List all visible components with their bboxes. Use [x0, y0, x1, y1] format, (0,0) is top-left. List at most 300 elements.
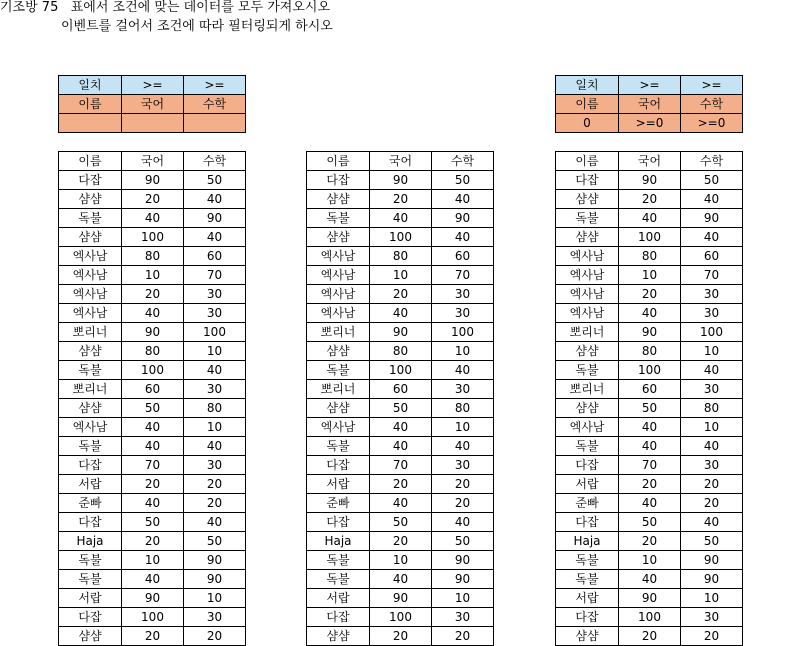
table-cell[interactable]: 100 [370, 228, 432, 247]
table-cell[interactable]: 70 [370, 456, 432, 475]
table-cell[interactable]: 10 [432, 342, 494, 361]
table-cell[interactable]: 40 [184, 513, 246, 532]
table-row [556, 532, 743, 551]
table-row [556, 456, 743, 475]
table-cell[interactable]: 40 [681, 437, 743, 456]
table-cell[interactable]: 뽀리너 [307, 380, 370, 399]
sheet-instruction: 이벤트를 걸어서 조건에 따라 필터링되게 하시오 [61, 19, 333, 34]
table-cell[interactable]: 40 [184, 190, 246, 209]
table-row [307, 323, 494, 342]
table-cell[interactable]: 샴샴 [307, 228, 370, 247]
table-row [59, 627, 246, 646]
table-cell[interactable]: 30 [432, 380, 494, 399]
table-cell[interactable]: 40 [619, 570, 681, 589]
criteria-input-cell[interactable] [122, 114, 184, 133]
table-cell[interactable]: 90 [432, 570, 494, 589]
table-cell[interactable]: 다잡 [59, 456, 122, 475]
table-cell[interactable]: 10 [432, 589, 494, 608]
table-row [59, 532, 246, 551]
table-row [307, 171, 494, 190]
table-cell[interactable]: 엑사남 [59, 247, 122, 266]
table-cell[interactable]: 40 [432, 228, 494, 247]
table-cell[interactable]: 100 [681, 323, 743, 342]
column-header[interactable]: 국어 [370, 152, 432, 171]
table-cell[interactable]: 70 [619, 456, 681, 475]
table-cell[interactable]: 엑사남 [307, 266, 370, 285]
table-cell[interactable]: Haja [556, 532, 619, 551]
table-cell[interactable]: 40 [370, 437, 432, 456]
table-cell[interactable]: 샴샴 [307, 627, 370, 646]
table-cell[interactable]: 다잡 [307, 171, 370, 190]
table-cell[interactable]: 다잡 [556, 513, 619, 532]
table-cell[interactable]: 100 [122, 361, 184, 380]
table-cell[interactable]: 10 [619, 551, 681, 570]
table-cell[interactable]: 50 [619, 513, 681, 532]
table-cell[interactable]: 90 [122, 171, 184, 190]
table-cell[interactable]: 서랍 [307, 589, 370, 608]
table-row [307, 570, 494, 589]
table-cell[interactable]: 50 [681, 171, 743, 190]
column-header[interactable]: 국어 [619, 152, 681, 171]
table-cell[interactable]: 70 [184, 266, 246, 285]
table-cell[interactable]: 90 [370, 171, 432, 190]
table-cell[interactable]: 40 [619, 418, 681, 437]
criteria-cell[interactable]: 수학 [681, 95, 743, 114]
table-cell[interactable]: 독불 [307, 361, 370, 380]
table-cell[interactable]: 60 [122, 380, 184, 399]
table-row [307, 513, 494, 532]
table-cell[interactable]: 다잡 [59, 171, 122, 190]
table-cell[interactable]: 20 [122, 627, 184, 646]
table-cell[interactable]: 준빠 [59, 494, 122, 513]
table-cell[interactable]: 샴샴 [556, 190, 619, 209]
table-row [556, 627, 743, 646]
table-cell[interactable]: 10 [370, 551, 432, 570]
table-cell[interactable]: 10 [122, 266, 184, 285]
table-cell[interactable]: 30 [432, 285, 494, 304]
table-cell[interactable]: 80 [184, 399, 246, 418]
table-cell[interactable]: 60 [619, 380, 681, 399]
table-cell[interactable]: 30 [184, 456, 246, 475]
table-cell[interactable]: 80 [122, 342, 184, 361]
criteria-input-cell[interactable] [59, 114, 122, 133]
table-cell[interactable]: 20 [432, 627, 494, 646]
table-cell[interactable]: 10 [184, 342, 246, 361]
table-cell[interactable]: 30 [681, 380, 743, 399]
table-row [59, 570, 246, 589]
table-cell[interactable]: 독불 [59, 570, 122, 589]
table-cell[interactable]: 50 [432, 171, 494, 190]
table-cell[interactable]: 준빠 [556, 494, 619, 513]
table-cell[interactable]: 20 [619, 475, 681, 494]
column-header[interactable]: 국어 [122, 152, 184, 171]
table-cell[interactable]: 독불 [59, 209, 122, 228]
table-cell[interactable]: 독불 [59, 551, 122, 570]
table-cell[interactable]: 80 [370, 247, 432, 266]
table-row [307, 247, 494, 266]
table-cell[interactable]: 독불 [556, 570, 619, 589]
table-cell[interactable]: 40 [122, 494, 184, 513]
table-cell[interactable]: 100 [432, 323, 494, 342]
table-cell[interactable]: 엑사남 [59, 418, 122, 437]
table-cell[interactable]: 100 [619, 228, 681, 247]
table-cell[interactable]: 20 [122, 190, 184, 209]
table-row [556, 399, 743, 418]
table-row [59, 228, 246, 247]
table-cell[interactable]: 뽀리너 [307, 323, 370, 342]
table-cell[interactable]: 10 [619, 266, 681, 285]
table-cell[interactable]: 30 [681, 285, 743, 304]
table-cell[interactable]: 서랍 [59, 475, 122, 494]
table-cell[interactable]: 90 [122, 589, 184, 608]
table-cell[interactable]: 20 [370, 190, 432, 209]
criteria-cell[interactable]: 이름 [59, 95, 122, 114]
table-cell[interactable]: 30 [681, 456, 743, 475]
table-cell[interactable]: 40 [681, 361, 743, 380]
table-cell[interactable]: 엑사남 [307, 285, 370, 304]
table-cell[interactable]: 다잡 [59, 608, 122, 627]
table-cell[interactable]: 30 [184, 380, 246, 399]
table-cell[interactable]: 10 [432, 418, 494, 437]
table-cell[interactable]: 50 [681, 532, 743, 551]
table-cell[interactable]: 40 [432, 190, 494, 209]
table-cell[interactable]: 30 [184, 285, 246, 304]
table-cell[interactable]: 80 [432, 399, 494, 418]
table-cell[interactable]: 20 [370, 475, 432, 494]
table-cell[interactable]: 샴샴 [307, 190, 370, 209]
column-header[interactable]: 이름 [59, 152, 122, 171]
table-cell[interactable]: 서랍 [556, 589, 619, 608]
table-cell[interactable]: 90 [619, 589, 681, 608]
table-row [556, 361, 743, 380]
table-row [307, 209, 494, 228]
table-cell[interactable]: 40 [370, 304, 432, 323]
table-cell[interactable]: 독불 [307, 570, 370, 589]
table-cell[interactable]: 50 [184, 171, 246, 190]
table-cell[interactable]: 50 [432, 532, 494, 551]
table-cell[interactable]: 50 [122, 513, 184, 532]
table-cell[interactable]: 다잡 [556, 608, 619, 627]
table-cell[interactable]: 40 [184, 361, 246, 380]
table-cell[interactable]: 90 [184, 570, 246, 589]
table-cell[interactable]: 60 [184, 247, 246, 266]
table-cell[interactable]: 20 [184, 475, 246, 494]
table-cell[interactable]: 40 [432, 513, 494, 532]
table-cell[interactable]: 30 [432, 456, 494, 475]
table-cell[interactable]: 뽀리너 [59, 380, 122, 399]
table-row [307, 456, 494, 475]
table-row [59, 361, 246, 380]
table-cell[interactable]: Haja [59, 532, 122, 551]
criteria-cell[interactable]: >= [681, 76, 743, 95]
table-cell[interactable]: 80 [619, 342, 681, 361]
table-cell[interactable]: 서랍 [59, 589, 122, 608]
table-cell[interactable]: 샴샴 [307, 399, 370, 418]
table-cell[interactable]: 엑사남 [556, 285, 619, 304]
table-cell[interactable]: 10 [681, 342, 743, 361]
table-cell[interactable]: 엑사남 [307, 304, 370, 323]
table-cell[interactable]: 다잡 [307, 608, 370, 627]
table-cell[interactable]: 60 [370, 380, 432, 399]
table-cell[interactable]: 서랍 [307, 475, 370, 494]
table-cell[interactable]: 70 [122, 456, 184, 475]
table-row [307, 304, 494, 323]
table-row [59, 209, 246, 228]
table-cell[interactable]: 100 [370, 361, 432, 380]
table-cell[interactable]: Haja [307, 532, 370, 551]
table-cell[interactable]: 40 [370, 209, 432, 228]
table-cell[interactable]: 90 [370, 589, 432, 608]
table-cell[interactable]: 엑사남 [59, 304, 122, 323]
table-cell[interactable]: 50 [184, 532, 246, 551]
table-cell[interactable]: 40 [184, 228, 246, 247]
criteria-table-left [58, 75, 246, 133]
table-cell[interactable]: 10 [681, 418, 743, 437]
table-cell[interactable]: 20 [122, 475, 184, 494]
table-row [556, 608, 743, 627]
table-cell[interactable]: 90 [681, 551, 743, 570]
table-cell[interactable]: 50 [370, 399, 432, 418]
table-row [59, 608, 246, 627]
table-row [556, 228, 743, 247]
table-cell[interactable]: 뽀리너 [556, 380, 619, 399]
table-cell[interactable]: 샴샴 [59, 342, 122, 361]
table-cell[interactable]: 20 [681, 494, 743, 513]
criteria-cell[interactable]: 국어 [122, 95, 184, 114]
table-cell[interactable]: 20 [370, 285, 432, 304]
table-cell[interactable]: 40 [432, 361, 494, 380]
table-cell[interactable]: 다잡 [59, 513, 122, 532]
criteria-cell[interactable]: >= [122, 76, 184, 95]
table-cell[interactable]: 독불 [556, 361, 619, 380]
table-cell[interactable]: 30 [681, 608, 743, 627]
criteria-input-cell[interactable]: 0 [556, 114, 619, 133]
table-row [307, 475, 494, 494]
table-cell[interactable]: 서랍 [556, 475, 619, 494]
sheet-title: 기조방 75 표에서 조건에 맞는 데이터를 모두 가져오시오 [0, 0, 331, 15]
table-cell[interactable]: 30 [184, 608, 246, 627]
table-cell[interactable]: 100 [619, 608, 681, 627]
table-cell[interactable]: 10 [184, 418, 246, 437]
table-cell[interactable]: 샴샴 [59, 399, 122, 418]
criteria-table-right [555, 75, 743, 133]
table-cell[interactable]: 100 [122, 228, 184, 247]
table-cell[interactable]: 70 [681, 266, 743, 285]
table-cell[interactable]: 독불 [59, 437, 122, 456]
table-cell[interactable]: 샴샴 [556, 342, 619, 361]
table-cell[interactable]: 10 [122, 551, 184, 570]
table-cell[interactable]: 다잡 [307, 513, 370, 532]
column-header[interactable]: 수학 [432, 152, 494, 171]
table-cell[interactable]: 20 [370, 627, 432, 646]
table-cell[interactable]: 10 [681, 589, 743, 608]
table-row [307, 589, 494, 608]
table-cell[interactable]: 20 [122, 285, 184, 304]
table-cell[interactable]: 독불 [556, 437, 619, 456]
table-cell[interactable]: 90 [681, 209, 743, 228]
table-row [59, 266, 246, 285]
table-cell[interactable]: 샴샴 [59, 228, 122, 247]
table-cell[interactable]: 90 [122, 323, 184, 342]
table-cell[interactable]: 80 [122, 247, 184, 266]
table-cell[interactable]: 다잡 [556, 456, 619, 475]
table-cell[interactable]: 40 [122, 437, 184, 456]
table-cell[interactable]: 엑사남 [59, 266, 122, 285]
table-cell[interactable]: 90 [184, 551, 246, 570]
table-cell[interactable]: 40 [370, 418, 432, 437]
table-row [556, 513, 743, 532]
table-cell[interactable]: 40 [681, 513, 743, 532]
table-cell[interactable]: 엑사남 [556, 247, 619, 266]
table-cell[interactable]: 30 [681, 304, 743, 323]
table-cell[interactable]: 30 [432, 608, 494, 627]
table-cell[interactable]: 90 [619, 323, 681, 342]
table-cell[interactable]: 10 [370, 266, 432, 285]
table-cell[interactable]: 50 [370, 513, 432, 532]
table-cell[interactable]: 40 [681, 228, 743, 247]
table-cell[interactable]: 30 [432, 304, 494, 323]
table-cell[interactable]: 20 [681, 475, 743, 494]
table-row [556, 418, 743, 437]
table-cell[interactable]: 샴샴 [307, 342, 370, 361]
table-cell[interactable]: 100 [122, 608, 184, 627]
criteria-cell[interactable]: 이름 [556, 95, 619, 114]
result-data-table [555, 151, 743, 646]
table-cell[interactable]: 50 [619, 399, 681, 418]
table-cell[interactable]: 80 [370, 342, 432, 361]
table-cell[interactable]: 20 [432, 475, 494, 494]
column-header[interactable]: 수학 [681, 152, 743, 171]
table-row [556, 437, 743, 456]
table-row [59, 513, 246, 532]
table-cell[interactable]: 독불 [307, 437, 370, 456]
table-cell[interactable]: 40 [370, 494, 432, 513]
table-cell[interactable]: 70 [432, 266, 494, 285]
table-row [59, 171, 246, 190]
table-row [59, 475, 246, 494]
table-cell[interactable]: 20 [432, 494, 494, 513]
table-row [307, 361, 494, 380]
table-row [307, 266, 494, 285]
table-cell[interactable]: 90 [432, 551, 494, 570]
criteria-input-cell[interactable]: >=0 [619, 114, 681, 133]
table-cell[interactable]: 90 [370, 323, 432, 342]
table-cell[interactable]: 준빠 [307, 494, 370, 513]
table-cell[interactable]: 40 [122, 209, 184, 228]
table-cell[interactable]: 샴샴 [556, 399, 619, 418]
table-cell[interactable]: 독불 [59, 361, 122, 380]
table-cell[interactable]: 20 [370, 532, 432, 551]
table-cell[interactable]: 엑사남 [307, 418, 370, 437]
criteria-cell[interactable]: 일치 [59, 76, 122, 95]
table-cell[interactable]: 20 [619, 627, 681, 646]
table-cell[interactable]: 엑사남 [59, 285, 122, 304]
table-cell[interactable]: 40 [184, 437, 246, 456]
table-cell[interactable]: 40 [619, 437, 681, 456]
table-cell[interactable]: 90 [619, 171, 681, 190]
table-cell[interactable]: 샴샴 [59, 627, 122, 646]
table-cell[interactable]: 20 [619, 190, 681, 209]
criteria-input-cell[interactable] [184, 114, 246, 133]
column-header[interactable]: 수학 [184, 152, 246, 171]
criteria-input-cell[interactable]: >=0 [681, 114, 743, 133]
table-cell[interactable]: 40 [432, 437, 494, 456]
criteria-cell[interactable]: 수학 [184, 95, 246, 114]
table-cell[interactable]: 엑사남 [556, 304, 619, 323]
table-cell[interactable]: 100 [619, 361, 681, 380]
criteria-cell[interactable]: >= [184, 76, 246, 95]
table-cell[interactable]: 엑사남 [307, 247, 370, 266]
table-cell[interactable]: 샴샴 [59, 190, 122, 209]
table-cell[interactable]: 90 [432, 209, 494, 228]
table-cell[interactable]: 30 [184, 304, 246, 323]
table-row [307, 342, 494, 361]
table-cell[interactable]: 샴샴 [556, 228, 619, 247]
table-cell[interactable]: 20 [681, 627, 743, 646]
table-cell[interactable]: 20 [184, 494, 246, 513]
table-row [307, 399, 494, 418]
table-cell[interactable]: 90 [184, 209, 246, 228]
table-cell[interactable]: 40 [619, 209, 681, 228]
table-cell[interactable]: 독불 [307, 551, 370, 570]
table-cell[interactable]: 40 [370, 570, 432, 589]
table-cell[interactable]: 40 [619, 494, 681, 513]
table-cell[interactable]: 독불 [307, 209, 370, 228]
column-header[interactable]: 이름 [307, 152, 370, 171]
table-row [59, 323, 246, 342]
table-cell[interactable]: 독불 [556, 209, 619, 228]
table-cell[interactable]: 샴샴 [556, 627, 619, 646]
criteria-cell[interactable]: 일치 [556, 76, 619, 95]
criteria-cell[interactable]: >= [619, 76, 681, 95]
table-cell[interactable]: 60 [681, 247, 743, 266]
table-cell[interactable]: 40 [681, 190, 743, 209]
table-cell[interactable]: 80 [681, 399, 743, 418]
table-cell[interactable]: 다잡 [307, 456, 370, 475]
table-cell[interactable]: 100 [370, 608, 432, 627]
table-cell[interactable]: 40 [122, 418, 184, 437]
table-cell[interactable]: 90 [681, 570, 743, 589]
table-cell[interactable]: 20 [619, 532, 681, 551]
table-cell[interactable]: 50 [122, 399, 184, 418]
criteria-cell[interactable]: 국어 [619, 95, 681, 114]
table-cell[interactable]: 100 [184, 323, 246, 342]
table-cell[interactable]: 60 [432, 247, 494, 266]
table-cell[interactable]: 40 [619, 304, 681, 323]
table-row [556, 494, 743, 513]
table-cell[interactable]: 엑사남 [556, 418, 619, 437]
table-cell[interactable]: 20 [619, 285, 681, 304]
header-row [556, 152, 743, 171]
table-cell[interactable]: 80 [619, 247, 681, 266]
table-row [556, 570, 743, 589]
table-cell[interactable]: 뽀리너 [556, 323, 619, 342]
table-cell[interactable]: 20 [184, 627, 246, 646]
table-cell[interactable]: 엑사남 [556, 266, 619, 285]
table-cell[interactable]: 뽀리너 [59, 323, 122, 342]
table-cell[interactable]: 10 [184, 589, 246, 608]
table-cell[interactable]: 20 [122, 532, 184, 551]
table-row [307, 380, 494, 399]
table-row [556, 190, 743, 209]
table-row [307, 494, 494, 513]
table-cell[interactable]: 40 [122, 304, 184, 323]
table-cell[interactable]: 독불 [556, 551, 619, 570]
table-cell[interactable]: 40 [122, 570, 184, 589]
table-row [556, 285, 743, 304]
column-header[interactable]: 이름 [556, 152, 619, 171]
table-cell[interactable]: 다잡 [556, 171, 619, 190]
